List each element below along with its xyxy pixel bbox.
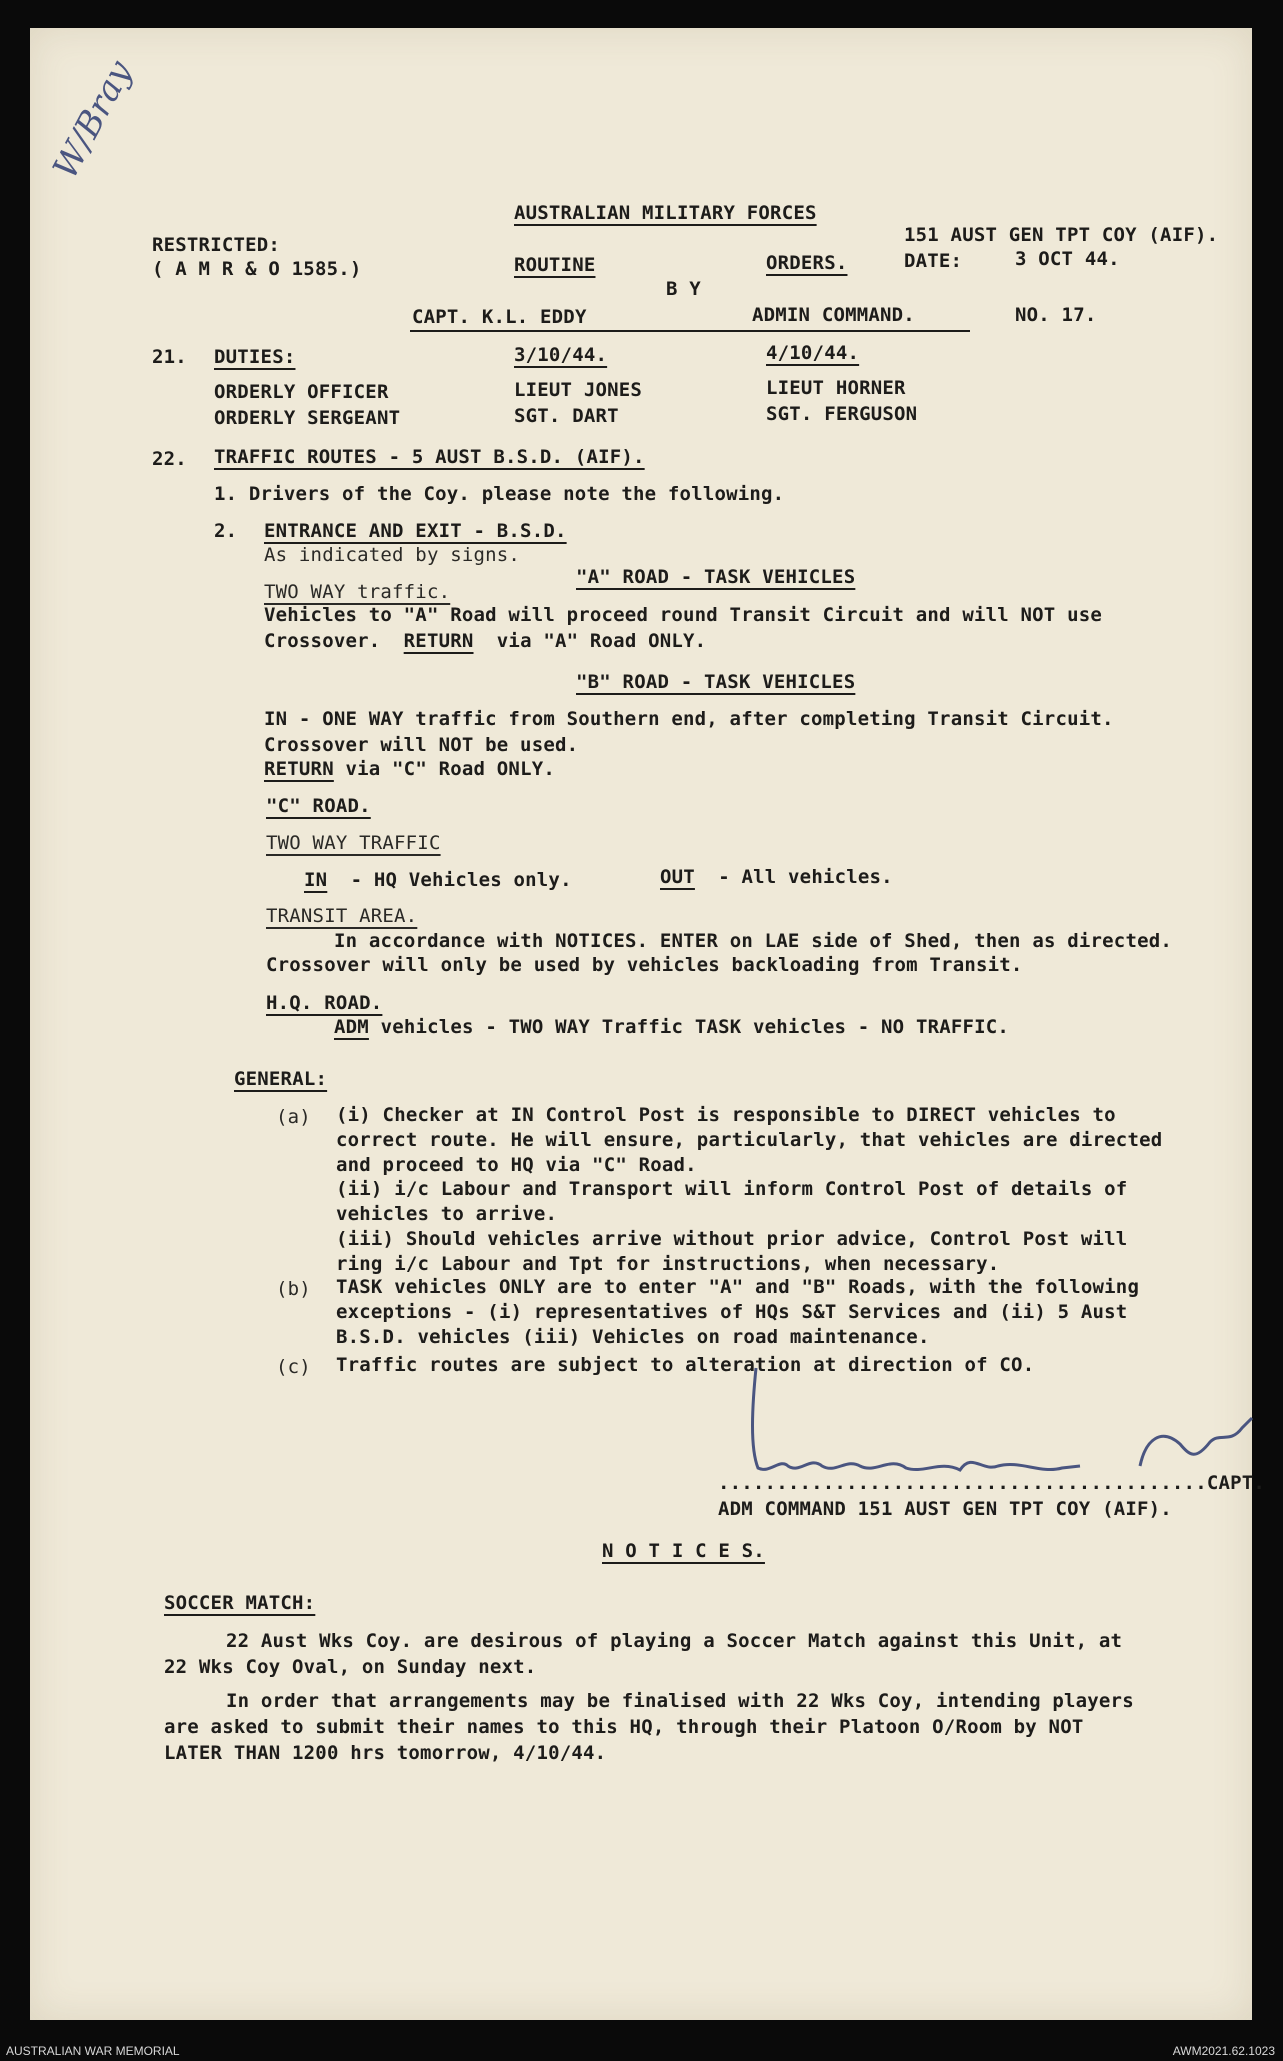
soccer-paragraph-1-line: 22 Aust Wks Coy. are desirous of playing a Soccer Match against this Unit, at bbox=[226, 1630, 1123, 1652]
b-road-line-3 bbox=[264, 760, 555, 779]
c-road-out-text: - All vehicles. bbox=[718, 866, 893, 888]
c-road-out: OUT bbox=[660, 866, 695, 888]
duty-date-1: 3/10/44. bbox=[514, 344, 608, 366]
hq-road-heading: H.Q. ROAD. bbox=[266, 992, 383, 1014]
footer-source: AUSTRALIAN WAR MEMORIAL bbox=[6, 2044, 180, 2058]
document-title: AUSTRALIAN MILITARY FORCES bbox=[514, 202, 817, 224]
entrance-exit-heading: ENTRANCE AND EXIT - B.S.D. bbox=[264, 520, 567, 542]
general-b-line: B.S.D. vehicles (iii) Vehicles on road maintenance. bbox=[336, 1326, 930, 1348]
c-road-in-text: - HQ Vehicles only. bbox=[350, 869, 572, 891]
general-a-line: correct route. He will ensure, particularly, that vehicles are directed bbox=[336, 1129, 1163, 1151]
a-road-crossover: Crossover. bbox=[264, 630, 381, 652]
soccer-paragraph-2-line: LATER THAN 1200 hrs tomorrow, 4/10/44. bbox=[164, 1742, 607, 1764]
signature-block: ADM COMMAND 151 AUST GEN TPT COY (AIF). bbox=[718, 1498, 1172, 1520]
hq-road-text: vehicles - TWO WAY Traffic TASK vehicles - NO TRAFFIC. bbox=[380, 1016, 1010, 1038]
signature-dots: ..........................................CAPT. bbox=[718, 1472, 1266, 1494]
duty-day1: LIEUT JONES bbox=[514, 379, 643, 401]
document-page bbox=[30, 28, 1266, 2020]
general-c-label: (c) bbox=[276, 1356, 311, 1378]
transit-line-2: Crossover will only be used by vehicles backloading from Transit. bbox=[266, 954, 1023, 976]
soccer-paragraph-2-line: are asked to submit their names to this HQ, through their Platoon O/Room by NOT bbox=[164, 1716, 1084, 1738]
transit-area-heading: TRANSIT AREA. bbox=[266, 905, 418, 927]
c-road-out-line bbox=[660, 868, 893, 887]
soccer-match-heading: SOCCER MATCH: bbox=[164, 1592, 316, 1614]
traffic-routes-heading: TRAFFIC ROUTES - 5 AUST B.S.D. (AIF). bbox=[214, 446, 645, 468]
c-road-in-line bbox=[304, 871, 572, 890]
a-road-two-way: TWO WAY traffic. bbox=[264, 581, 451, 603]
general-a-label: (a) bbox=[276, 1106, 311, 1128]
soccer-paragraph-1-line: 22 Wks Coy Oval, on Sunday next. bbox=[164, 1656, 537, 1678]
b-road-heading: "B" ROAD - TASK VEHICLES bbox=[576, 671, 856, 693]
a-road-heading: "A" ROAD - TASK VEHICLES bbox=[576, 566, 856, 588]
general-a-line: ring i/c Labour and Tpt for instructions, when necessary. bbox=[336, 1253, 1000, 1275]
c-road-two-way: TWO WAY TRAFFIC bbox=[266, 832, 441, 854]
duty-day2: LIEUT HORNER bbox=[766, 377, 906, 399]
orders-label: ORDERS. bbox=[766, 252, 848, 274]
a-road-line-1: Vehicles to "A" Road will proceed round Transit Circuit and will NOT use bbox=[264, 604, 1103, 626]
margin-handwriting: W/Bray bbox=[45, 54, 141, 186]
b-road-return: RETURN bbox=[264, 758, 334, 780]
duty-date-2: 4/10/44. bbox=[766, 342, 860, 364]
by-label: B Y bbox=[666, 278, 701, 300]
duty-day2: SGT. FERGUSON bbox=[766, 403, 918, 425]
duty-day1: SGT. DART bbox=[514, 405, 619, 427]
section-21-number: 21. bbox=[152, 346, 187, 368]
notices-heading: N O T I C E S. bbox=[602, 1540, 765, 1562]
amro-reference: ( A M R & O 1585.) bbox=[152, 258, 362, 280]
b-road-line-2: Crossover will NOT be used. bbox=[264, 734, 579, 756]
a-road-line-2 bbox=[264, 632, 706, 651]
general-b-label: (b) bbox=[276, 1278, 311, 1300]
a-road-return: RETURN bbox=[403, 630, 474, 652]
unit-name: 151 AUST GEN TPT COY (AIF). bbox=[904, 224, 1219, 246]
general-heading: GENERAL: bbox=[234, 1068, 328, 1090]
general-a-line: (iii) Should vehicles arrive without prior advice, Control Post will bbox=[336, 1228, 1128, 1250]
date-label: DATE: bbox=[904, 250, 963, 272]
section-22-number: 22. bbox=[152, 448, 187, 470]
soccer-paragraph-2-line: In order that arrangements may be finalised with 22 Wks Coy, intending players bbox=[226, 1690, 1134, 1712]
traffic-item-1: 1. Drivers of the Coy. please note the following. bbox=[214, 483, 785, 505]
general-a-line: and proceed to HQ via "C" Road. bbox=[336, 1154, 697, 1176]
general-a-line: (ii) i/c Labour and Transport will inform Control Post of details of bbox=[336, 1178, 1128, 1200]
footer-accession: AWM2021.62.1023 bbox=[1172, 2044, 1275, 2058]
general-a-line: (i) Checker at IN Control Post is responsible to DIRECT vehicles to bbox=[336, 1104, 1116, 1126]
restricted-label: RESTRICTED: bbox=[152, 234, 281, 256]
general-a-line: vehicles to arrive. bbox=[336, 1203, 558, 1225]
duty-role: ORDERLY OFFICER bbox=[214, 381, 389, 403]
order-number: NO. 17. bbox=[1015, 304, 1097, 326]
captain-name: CAPT. K.L. EDDY bbox=[412, 306, 587, 328]
c-road-heading: "C" ROAD. bbox=[266, 795, 371, 817]
c-road-in: IN bbox=[304, 869, 328, 891]
a-road-return-text: via "A" Road ONLY. bbox=[496, 630, 707, 652]
general-c-line: Traffic routes are subject to alteration at direction of CO. bbox=[336, 1354, 1035, 1376]
transit-line-1: In accordance with NOTICES. ENTER on LAE side of Shed, then as directed. bbox=[334, 930, 1173, 952]
as-indicated-text: As indicated by signs. bbox=[264, 544, 521, 566]
general-b-line: exceptions - (i) representatives of HQs S&T Services and (ii) 5 Aust bbox=[336, 1301, 1128, 1323]
duty-role: ORDERLY SERGEANT bbox=[214, 407, 401, 429]
routine-label: ROUTINE bbox=[514, 254, 596, 276]
b-road-return-text: via "C" Road ONLY. bbox=[345, 758, 555, 780]
hq-road-line bbox=[334, 1018, 1009, 1037]
date-value: 3 OCT 44. bbox=[1015, 248, 1120, 270]
duties-heading: DUTIES: bbox=[214, 346, 296, 368]
header-rule bbox=[410, 330, 970, 332]
traffic-item-2-number: 2. bbox=[214, 520, 238, 542]
general-b-line: TASK vehicles ONLY are to enter "A" and "B" Roads, with the following bbox=[336, 1276, 1140, 1298]
admin-command-label: ADMIN COMMAND. bbox=[752, 304, 915, 326]
hq-road-adm: ADM bbox=[334, 1016, 369, 1038]
b-road-line-1: IN - ONE WAY traffic from Southern end, after completing Transit Circuit. bbox=[264, 708, 1114, 730]
